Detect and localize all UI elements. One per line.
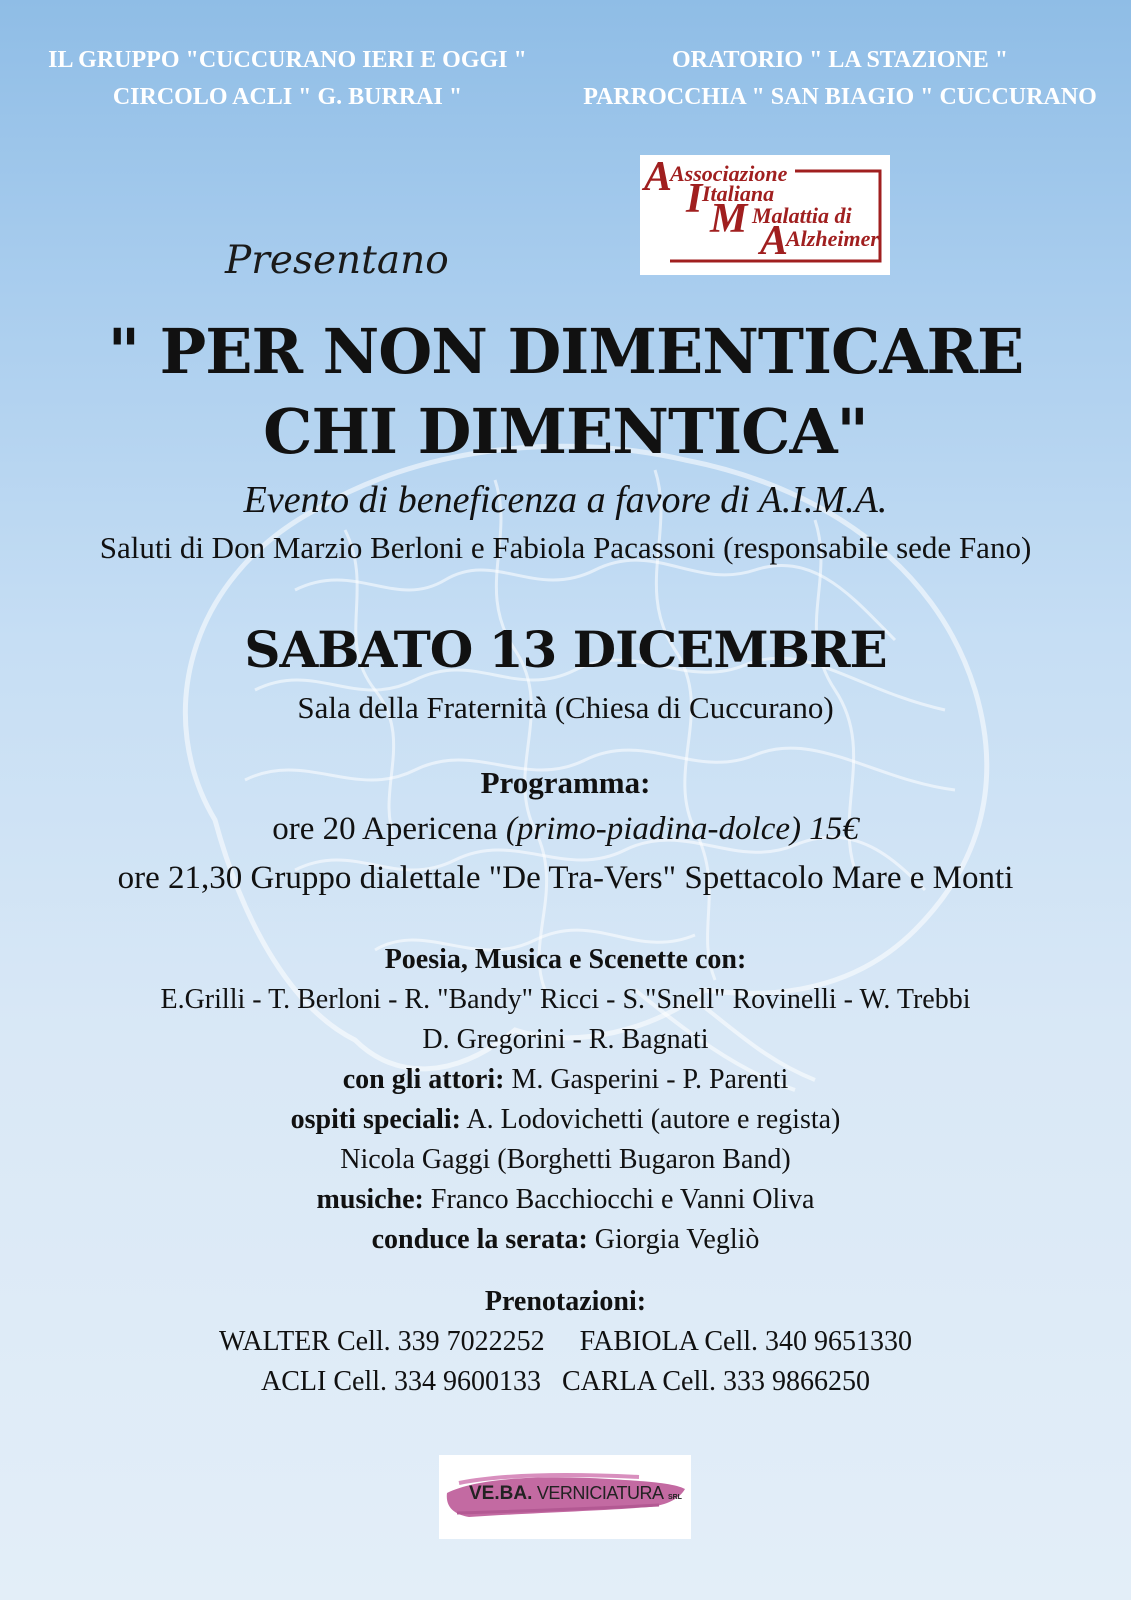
aima-word1: Associazione — [670, 161, 788, 186]
organizer-right — [570, 42, 1110, 116]
aima-logo: A Associazione I Italiana M Malattia di A Alzheimer — [640, 155, 890, 275]
program-line1-time: ore 20 Apericena — [272, 811, 506, 847]
greetings-line: Saluti di Don Marzio Berloni e Fabiola Pacassoni (responsabile sede Fano) — [99, 530, 1032, 565]
aima-word4: Alzheimer — [786, 226, 879, 251]
sponsor-logo — [439, 1455, 691, 1539]
presents-label: Presentano — [225, 238, 449, 283]
sponsor-name: VERNICIATURA — [536, 1483, 664, 1503]
credits-music-label: musiche: — [316, 1184, 424, 1215]
credits-actors-label: con gli attori: — [342, 1064, 505, 1095]
credits-heading: Poesia, Musica e Scenette con: — [384, 944, 747, 975]
bookings-line1: WALTER Cell. 339 7022252 FABIOLA Cell. 340 9651330 — [219, 1326, 912, 1357]
bookings — [0, 1282, 1131, 1402]
credits-guests-label: ospiti speciali: — [290, 1104, 461, 1135]
sponsor-brand: VE.BA. — [469, 1483, 533, 1504]
credits-music-names: Franco Bacchiocchi e Vanni Oliva — [423, 1184, 815, 1215]
aima-word3: Malattia di — [752, 203, 852, 228]
event-title-line1: " PER NON DIMENTICARE — [107, 315, 1024, 388]
organizer-left-line1: IL GRUPPO "CUCCURANO IERI E OGGI " — [48, 47, 527, 73]
organizer-left — [20, 42, 555, 116]
credits-guests-line2: Nicola Gaggi (Borghetti Bugaron Band) — [340, 1144, 791, 1175]
event-title — [0, 312, 1131, 472]
event-venue: Sala della Fraternità (Chiesa di Cuccurano) — [297, 690, 834, 725]
credits — [0, 940, 1131, 1260]
credits-performers-line2: D. Gregorini - R. Bagnati — [422, 1024, 709, 1055]
credits-actors-names: M. Gasperini - P. Parenti — [504, 1064, 789, 1095]
credits-music — [0, 1180, 1131, 1220]
event-title-line2: CHI DIMENTICA" — [263, 395, 868, 468]
credits-host-name: Giorgia Vegliò — [587, 1224, 760, 1255]
program-heading: Programma: — [480, 765, 651, 800]
bookings-heading: Prenotazioni: — [484, 1286, 647, 1317]
organizer-right-line1: ORATORIO " LA STAZIONE " — [671, 47, 1009, 73]
organizer-left-line2: CIRCOLO ACLI " G. BURRAI " — [112, 84, 463, 110]
aima-word2: Italiana — [702, 181, 775, 206]
organizer-right-line2: PARROCCHIA " SAN BIAGIO " CUCCURANO — [583, 84, 1097, 110]
sponsor-suffix: SRL — [667, 1494, 682, 1501]
program-line2: ore 21,30 Gruppo dialettale "De Tra-Vers" Spettacolo Mare e Monti — [117, 860, 1014, 896]
program-line1 — [0, 811, 1131, 848]
credits-host-label: conduce la serata: — [371, 1224, 588, 1255]
credits-guests — [0, 1100, 1131, 1140]
program-line1-menu: (primo-piadina-dolce) 15€ — [505, 811, 859, 847]
credits-actors — [0, 1060, 1131, 1100]
event-date: SABATO 13 DICEMBRE — [244, 620, 887, 679]
credits-host — [0, 1220, 1131, 1260]
event-subtitle: Evento di beneficenza a favore di A.I.M.A. — [243, 479, 888, 521]
credits-guests-line1: A. Lodovichetti (autore e regista) — [460, 1104, 841, 1135]
credits-performers-line1: E.Grilli - T. Berloni - R. "Bandy" Ricci - S."Snell" Rovinelli - W. Trebbi — [160, 984, 971, 1015]
bookings-line2: ACLI Cell. 334 9600133 CARLA Cell. 333 9866250 — [261, 1366, 870, 1397]
